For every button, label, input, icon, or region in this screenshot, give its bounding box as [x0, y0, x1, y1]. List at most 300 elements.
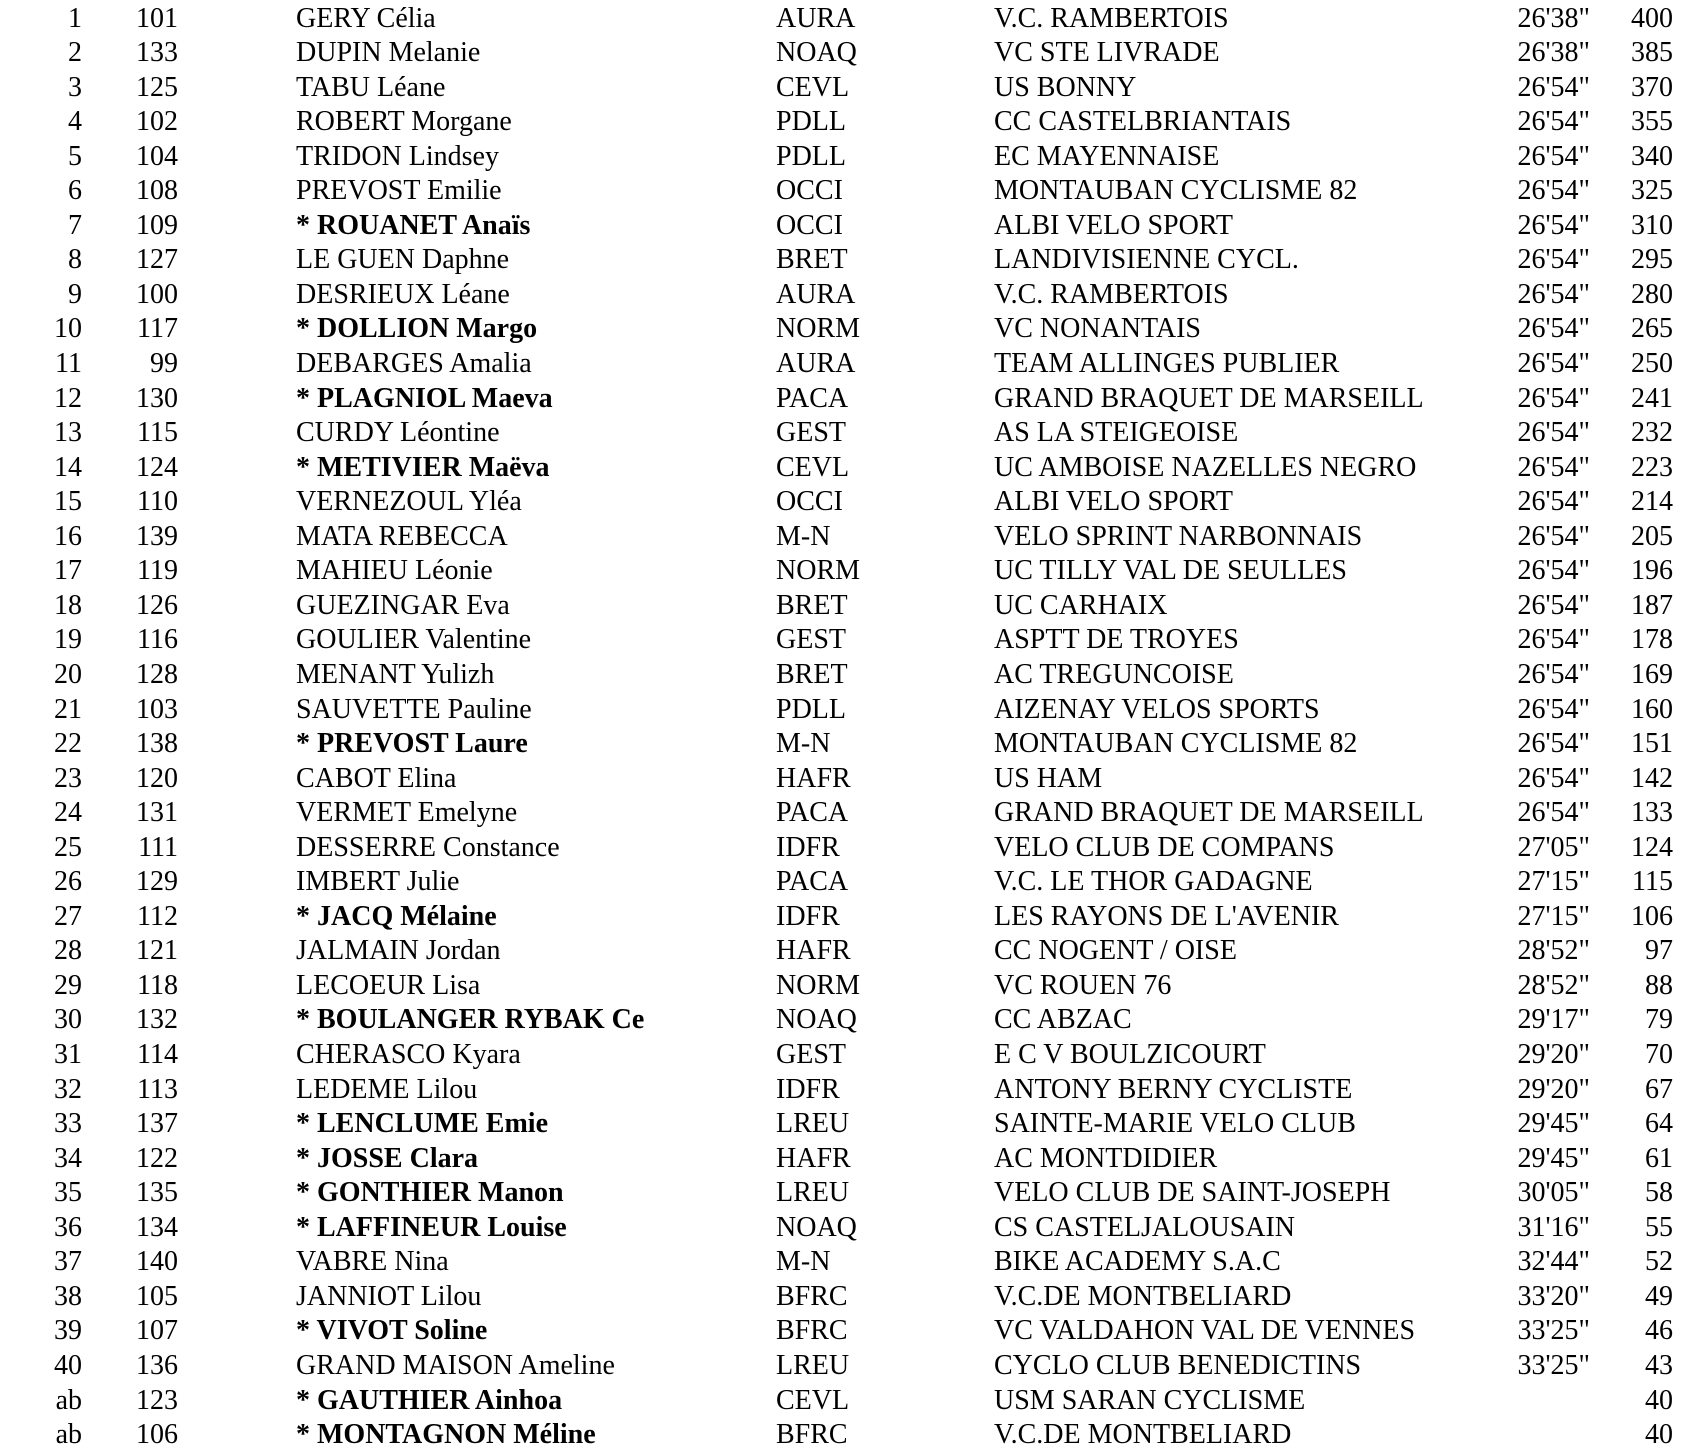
- name-cell: LEDEME Lilou: [296, 1073, 478, 1105]
- name-cell: VERMET Emelyne: [296, 797, 518, 829]
- bib-cell: 102: [136, 106, 178, 138]
- time-cell: 29'45": [1517, 1108, 1590, 1140]
- name-cell: * VIVOT Soline: [296, 1315, 488, 1347]
- table-row: [0, 554, 1688, 589]
- time-cell: 32'44": [1517, 1246, 1590, 1278]
- rank-cell: 40: [54, 1349, 82, 1381]
- name-cell: DUPIN Melanie: [296, 37, 481, 69]
- rank-cell: 11: [55, 348, 82, 379]
- club-cell: USM SARAN CYCLISME: [994, 1384, 1306, 1416]
- points-cell: 124: [1631, 831, 1673, 863]
- bib-cell: 108: [136, 175, 178, 207]
- name-cell: * LAFFINEUR Louise: [296, 1211, 567, 1243]
- rank-cell: 18: [54, 589, 82, 621]
- rank-cell: 8: [68, 244, 82, 276]
- table-row: [0, 451, 1688, 486]
- table-row: [0, 796, 1688, 831]
- rank-cell: 19: [54, 624, 82, 656]
- region-cell: M-N: [776, 520, 831, 552]
- bib-cell: 124: [136, 451, 178, 483]
- bib-cell: 136: [136, 1349, 178, 1381]
- points-cell: 160: [1631, 693, 1673, 725]
- club-cell: V.C.DE MONTBELIARD: [994, 1419, 1292, 1451]
- rank-cell: 23: [54, 762, 82, 794]
- table-row: [0, 520, 1688, 555]
- club-cell: VC STE LIVRADE: [994, 37, 1220, 69]
- club-cell: ALBI VELO SPORT: [994, 486, 1233, 518]
- points-cell: 52: [1645, 1246, 1673, 1278]
- points-cell: 310: [1631, 209, 1673, 241]
- name-cell: GUEZINGAR Eva: [296, 589, 510, 621]
- club-cell: CC CASTELBRIANTAIS: [994, 106, 1292, 138]
- bib-cell: 105: [136, 1280, 178, 1312]
- club-cell: SAINTE-MARIE VELO CLUB: [994, 1108, 1356, 1140]
- name-cell: * DOLLION Margo: [296, 313, 538, 345]
- club-cell: V.C. LE THOR GADAGNE: [994, 866, 1313, 898]
- table-row: [0, 623, 1688, 658]
- table-row: [0, 2, 1688, 37]
- points-cell: 40: [1645, 1419, 1673, 1451]
- table-row: [0, 140, 1688, 175]
- points-cell: 196: [1631, 555, 1673, 587]
- points-cell: 133: [1631, 797, 1673, 829]
- rank-cell: 1: [68, 2, 82, 34]
- points-cell: 46: [1645, 1315, 1673, 1347]
- rank-cell: 29: [54, 969, 82, 1001]
- bib-cell: 125: [136, 71, 178, 103]
- time-cell: 26'54": [1517, 555, 1590, 587]
- time-cell: 26'38": [1517, 37, 1590, 69]
- region-cell: PACA: [776, 866, 849, 898]
- name-cell: * LENCLUME Emie: [296, 1108, 548, 1140]
- region-cell: BFRC: [776, 1419, 848, 1451]
- region-cell: BRET: [776, 589, 848, 621]
- table-row: [0, 243, 1688, 278]
- name-cell: MATA REBECCA: [296, 520, 508, 552]
- bib-cell: 131: [136, 797, 178, 829]
- time-cell: 26'38": [1517, 2, 1590, 34]
- table-row: [0, 1073, 1688, 1108]
- points-cell: 187: [1631, 589, 1673, 621]
- points-cell: 97: [1645, 935, 1673, 967]
- name-cell: CURDY Léontine: [296, 417, 500, 449]
- points-cell: 178: [1631, 624, 1673, 656]
- points-cell: 64: [1645, 1108, 1673, 1140]
- club-cell: ASPTT DE TROYES: [994, 624, 1239, 656]
- rank-cell: 14: [54, 451, 82, 483]
- table-row: [0, 1211, 1688, 1246]
- points-cell: 205: [1631, 520, 1673, 552]
- bib-cell: 116: [137, 624, 178, 656]
- region-cell: OCCI: [776, 209, 843, 241]
- rank-cell: 35: [54, 1177, 82, 1209]
- time-cell: 28'52": [1517, 935, 1590, 967]
- region-cell: NOAQ: [776, 1211, 857, 1243]
- points-cell: 280: [1631, 278, 1673, 310]
- rank-cell: 31: [54, 1039, 82, 1070]
- table-row: [0, 1107, 1688, 1142]
- rank-cell: 16: [54, 520, 82, 552]
- points-cell: 106: [1631, 900, 1673, 932]
- region-cell: CEVL: [776, 451, 850, 483]
- region-cell: HAFR: [776, 762, 851, 794]
- club-cell: CYCLO CLUB BENEDICTINS: [994, 1349, 1362, 1381]
- name-cell: TRIDON Lindsey: [296, 140, 499, 172]
- region-cell: GEST: [776, 1039, 846, 1070]
- club-cell: V.C. RAMBERTOIS: [994, 2, 1229, 34]
- name-cell: * ROUANET Anaïs: [296, 209, 531, 241]
- time-cell: 33'20": [1517, 1280, 1590, 1312]
- name-cell: LE GUEN Daphne: [296, 244, 510, 276]
- rank-cell: ab: [55, 1384, 82, 1416]
- rank-cell: 21: [54, 693, 82, 725]
- region-cell: IDFR: [776, 900, 840, 932]
- club-cell: VELO SPRINT NARBONNAIS: [994, 520, 1363, 552]
- club-cell: ALBI VELO SPORT: [994, 209, 1233, 241]
- rank-cell: 4: [68, 106, 82, 138]
- table-row: [0, 900, 1688, 935]
- club-cell: V.C.DE MONTBELIARD: [994, 1280, 1292, 1312]
- region-cell: BRET: [776, 658, 848, 690]
- bib-cell: 114: [137, 1039, 178, 1070]
- table-row: [0, 312, 1688, 347]
- name-cell: GERY Célia: [296, 2, 436, 34]
- name-cell: JALMAIN Jordan: [296, 935, 501, 967]
- table-row: [0, 1245, 1688, 1280]
- time-cell: 26'54": [1517, 382, 1590, 414]
- name-cell: VABRE Nina: [296, 1246, 449, 1278]
- time-cell: 33'25": [1517, 1349, 1590, 1381]
- name-cell: * METIVIER Maëva: [296, 451, 550, 483]
- rank-cell: 25: [54, 831, 82, 863]
- table-row: [0, 36, 1688, 71]
- time-cell: 26'54": [1517, 658, 1590, 690]
- club-cell: CC ABZAC: [994, 1004, 1132, 1036]
- points-cell: 55: [1645, 1211, 1673, 1243]
- name-cell: SAUVETTE Pauline: [296, 693, 532, 725]
- name-cell: DESSERRE Constance: [296, 831, 560, 863]
- club-cell: BIKE ACADEMY S.A.C: [994, 1246, 1281, 1278]
- region-cell: GEST: [776, 417, 846, 449]
- time-cell: 26'54": [1517, 106, 1590, 138]
- points-cell: 40: [1645, 1384, 1673, 1416]
- points-cell: 223: [1631, 451, 1673, 483]
- time-cell: 29'17": [1517, 1004, 1590, 1036]
- points-cell: 232: [1631, 417, 1673, 449]
- bib-cell: 129: [136, 866, 178, 898]
- rank-cell: 27: [54, 900, 82, 932]
- club-cell: LES RAYONS DE L'AVENIR: [994, 900, 1339, 932]
- region-cell: CEVL: [776, 71, 850, 103]
- region-cell: NORM: [776, 555, 861, 587]
- table-row: [0, 1038, 1688, 1073]
- name-cell: * GAUTHIER Ainhoa: [296, 1384, 563, 1416]
- table-row: [0, 934, 1688, 969]
- club-cell: TEAM ALLINGES PUBLIER: [994, 348, 1340, 379]
- time-cell: 29'20": [1517, 1039, 1590, 1070]
- time-cell: 26'54": [1517, 278, 1590, 310]
- club-cell: UC CARHAIX: [994, 589, 1168, 621]
- region-cell: IDFR: [776, 831, 840, 863]
- region-cell: M-N: [776, 728, 831, 760]
- club-cell: E C V BOULZICOURT: [994, 1039, 1266, 1070]
- points-cell: 151: [1631, 728, 1673, 760]
- name-cell: * PLAGNIOL Maeva: [296, 382, 553, 414]
- club-cell: LANDIVISIENNE CYCL.: [994, 244, 1299, 276]
- region-cell: LREU: [776, 1177, 850, 1209]
- bib-cell: 117: [137, 313, 178, 345]
- table-row: [0, 589, 1688, 624]
- region-cell: HAFR: [776, 935, 851, 967]
- rank-cell: 24: [54, 797, 82, 829]
- club-cell: AC MONTDIDIER: [994, 1142, 1218, 1174]
- region-cell: PACA: [776, 382, 849, 414]
- bib-cell: 113: [137, 1073, 178, 1105]
- table-row: [0, 969, 1688, 1004]
- club-cell: VC VALDAHON VAL DE VENNES: [994, 1315, 1416, 1347]
- rank-cell: 38: [54, 1280, 82, 1312]
- bib-cell: 137: [136, 1108, 178, 1140]
- region-cell: M-N: [776, 1246, 831, 1278]
- table-row: [0, 485, 1688, 520]
- name-cell: * PREVOST Laure: [296, 728, 528, 760]
- bib-cell: 128: [136, 658, 178, 690]
- points-cell: 49: [1645, 1280, 1673, 1312]
- time-cell: 27'05": [1517, 831, 1590, 863]
- bib-cell: 103: [136, 693, 178, 725]
- name-cell: CABOT Elina: [296, 762, 457, 794]
- time-cell: 27'15": [1517, 866, 1590, 898]
- club-cell: CS CASTELJALOUSAIN: [994, 1211, 1296, 1243]
- time-cell: 31'16": [1517, 1211, 1590, 1243]
- bib-cell: 110: [137, 486, 178, 518]
- region-cell: GEST: [776, 624, 846, 656]
- bib-cell: 121: [136, 935, 178, 967]
- points-cell: 58: [1645, 1177, 1673, 1209]
- points-cell: 340: [1631, 140, 1673, 172]
- table-row: [0, 865, 1688, 900]
- bib-cell: 99: [150, 348, 178, 379]
- rank-cell: 37: [54, 1246, 82, 1278]
- club-cell: AC TREGUNCOISE: [994, 658, 1234, 690]
- points-cell: 265: [1631, 313, 1673, 345]
- time-cell: 26'54": [1517, 762, 1590, 794]
- region-cell: IDFR: [776, 1073, 840, 1105]
- points-cell: 385: [1631, 37, 1673, 69]
- time-cell: 33'25": [1517, 1315, 1590, 1347]
- name-cell: IMBERT Julie: [296, 866, 460, 898]
- region-cell: NOAQ: [776, 37, 857, 69]
- table-row: [0, 1349, 1688, 1384]
- table-row: [0, 1314, 1688, 1349]
- table-row: [0, 1280, 1688, 1315]
- table-row: [0, 174, 1688, 209]
- club-cell: AS LA STEIGEOISE: [994, 417, 1239, 449]
- rank-cell: 28: [54, 935, 82, 967]
- bib-cell: 127: [136, 244, 178, 276]
- rank-cell: 10: [54, 313, 82, 345]
- table-row: [0, 693, 1688, 728]
- region-cell: HAFR: [776, 1142, 851, 1174]
- name-cell: JANNIOT Lilou: [296, 1280, 482, 1312]
- time-cell: 26'54": [1517, 313, 1590, 345]
- club-cell: MONTAUBAN CYCLISME 82: [994, 728, 1358, 760]
- name-cell: * JOSSE Clara: [296, 1142, 479, 1174]
- club-cell: UC TILLY VAL DE SEULLES: [994, 555, 1347, 587]
- points-cell: 355: [1631, 106, 1673, 138]
- club-cell: EC MAYENNAISE: [994, 140, 1220, 172]
- region-cell: NOAQ: [776, 1004, 857, 1036]
- name-cell: LECOEUR Lisa: [296, 969, 481, 1001]
- bib-cell: 138: [136, 728, 178, 760]
- points-cell: 400: [1631, 2, 1673, 34]
- time-cell: 30'05": [1517, 1177, 1590, 1209]
- region-cell: LREU: [776, 1108, 850, 1140]
- points-cell: 325: [1631, 175, 1673, 207]
- points-cell: 295: [1631, 244, 1673, 276]
- name-cell: GRAND MAISON Ameline: [296, 1349, 615, 1381]
- region-cell: BFRC: [776, 1280, 848, 1312]
- club-cell: VC ROUEN 76: [994, 969, 1172, 1001]
- table-row: [0, 209, 1688, 244]
- points-cell: 70: [1645, 1039, 1673, 1070]
- points-cell: 142: [1631, 762, 1673, 794]
- time-cell: 26'54": [1517, 693, 1590, 725]
- time-cell: 26'54": [1517, 417, 1590, 449]
- time-cell: 26'54": [1517, 624, 1590, 656]
- name-cell: MAHIEU Léonie: [296, 555, 493, 587]
- name-cell: MENANT Yulizh: [296, 658, 495, 690]
- rank-cell: 12: [54, 382, 82, 414]
- name-cell: * MONTAGNON Méline: [296, 1419, 596, 1451]
- time-cell: 26'54": [1517, 589, 1590, 621]
- points-cell: 370: [1631, 71, 1673, 103]
- name-cell: * JACQ Mélaine: [296, 900, 497, 932]
- time-cell: 26'54": [1517, 175, 1590, 207]
- bib-cell: 123: [136, 1384, 178, 1416]
- points-cell: 61: [1645, 1142, 1673, 1174]
- table-row: [0, 1384, 1688, 1419]
- time-cell: 26'54": [1517, 486, 1590, 518]
- rank-cell: 34: [54, 1142, 82, 1174]
- club-cell: UC AMBOISE NAZELLES NEGRO: [994, 451, 1417, 483]
- rank-cell: 7: [68, 209, 82, 241]
- table-row: [0, 1418, 1688, 1453]
- bib-cell: 122: [136, 1142, 178, 1174]
- club-cell: VELO CLUB DE COMPANS: [994, 831, 1335, 863]
- table-row: [0, 1142, 1688, 1177]
- name-cell: GOULIER Valentine: [296, 624, 532, 656]
- name-cell: TABU Léane: [296, 71, 446, 103]
- bib-cell: 135: [136, 1177, 178, 1209]
- region-cell: PDLL: [776, 140, 846, 172]
- rank-cell: 32: [54, 1073, 82, 1105]
- time-cell: 26'54": [1517, 140, 1590, 172]
- region-cell: PDLL: [776, 693, 846, 725]
- table-row: [0, 762, 1688, 797]
- table-row: [0, 71, 1688, 106]
- rank-cell: 9: [68, 278, 82, 310]
- points-cell: 214: [1631, 486, 1673, 518]
- region-cell: NORM: [776, 969, 861, 1001]
- club-cell: US HAM: [994, 762, 1103, 794]
- name-cell: DESRIEUX Léane: [296, 278, 510, 310]
- region-cell: OCCI: [776, 486, 843, 518]
- bib-cell: 140: [136, 1246, 178, 1278]
- points-cell: 250: [1631, 348, 1673, 379]
- bib-cell: 130: [136, 382, 178, 414]
- points-cell: 79: [1645, 1004, 1673, 1036]
- bib-cell: 119: [137, 555, 178, 587]
- bib-cell: 100: [136, 278, 178, 310]
- region-cell: AURA: [776, 278, 856, 310]
- rank-cell: 15: [54, 486, 82, 518]
- bib-cell: 112: [137, 900, 178, 932]
- bib-cell: 111: [138, 831, 178, 863]
- time-cell: 29'45": [1517, 1142, 1590, 1174]
- table-row: [0, 727, 1688, 762]
- time-cell: 26'54": [1517, 244, 1590, 276]
- table-row: [0, 382, 1688, 417]
- rank-cell: ab: [55, 1419, 82, 1451]
- name-cell: * BOULANGER RYBAK Ce: [296, 1004, 645, 1036]
- club-cell: GRAND BRAQUET DE MARSEILL: [994, 797, 1424, 829]
- name-cell: DEBARGES Amalia: [296, 348, 532, 379]
- region-cell: AURA: [776, 2, 856, 34]
- club-cell: MONTAUBAN CYCLISME 82: [994, 175, 1358, 207]
- rank-cell: 3: [68, 71, 82, 103]
- rank-cell: 33: [54, 1108, 82, 1140]
- bib-cell: 132: [136, 1004, 178, 1036]
- points-cell: 43: [1645, 1349, 1673, 1381]
- name-cell: VERNEZOUL Yléa: [296, 486, 522, 518]
- time-cell: 26'54": [1517, 520, 1590, 552]
- region-cell: AURA: [776, 348, 856, 379]
- bib-cell: 118: [137, 969, 178, 1001]
- name-cell: ROBERT Morgane: [296, 106, 512, 138]
- points-cell: 88: [1645, 969, 1673, 1001]
- name-cell: PREVOST Emilie: [296, 175, 502, 207]
- bib-cell: 107: [136, 1315, 178, 1347]
- time-cell: 26'54": [1517, 71, 1590, 103]
- points-cell: 115: [1632, 866, 1673, 898]
- rank-cell: 2: [68, 37, 82, 69]
- bib-cell: 106: [136, 1419, 178, 1451]
- club-cell: ANTONY BERNY CYCLISTE: [994, 1073, 1353, 1105]
- club-cell: VELO CLUB DE SAINT-JOSEPH: [994, 1177, 1391, 1209]
- time-cell: 29'20": [1517, 1073, 1590, 1105]
- points-cell: 169: [1631, 658, 1673, 690]
- time-cell: 26'54": [1517, 348, 1590, 379]
- table-row: [0, 347, 1688, 382]
- club-cell: VC NONANTAIS: [994, 313, 1201, 345]
- rank-cell: 22: [54, 728, 82, 760]
- time-cell: 26'54": [1517, 797, 1590, 829]
- table-row: [0, 1176, 1688, 1211]
- time-cell: 26'54": [1517, 728, 1590, 760]
- rank-cell: 30: [54, 1004, 82, 1036]
- rank-cell: 13: [54, 417, 82, 449]
- region-cell: NORM: [776, 313, 861, 345]
- region-cell: CEVL: [776, 1384, 850, 1416]
- bib-cell: 134: [136, 1211, 178, 1243]
- club-cell: V.C. RAMBERTOIS: [994, 278, 1229, 310]
- table-row: [0, 105, 1688, 140]
- name-cell: * GONTHIER Manon: [296, 1177, 564, 1209]
- time-cell: 26'54": [1517, 451, 1590, 483]
- points-cell: 67: [1645, 1073, 1673, 1105]
- region-cell: LREU: [776, 1349, 850, 1381]
